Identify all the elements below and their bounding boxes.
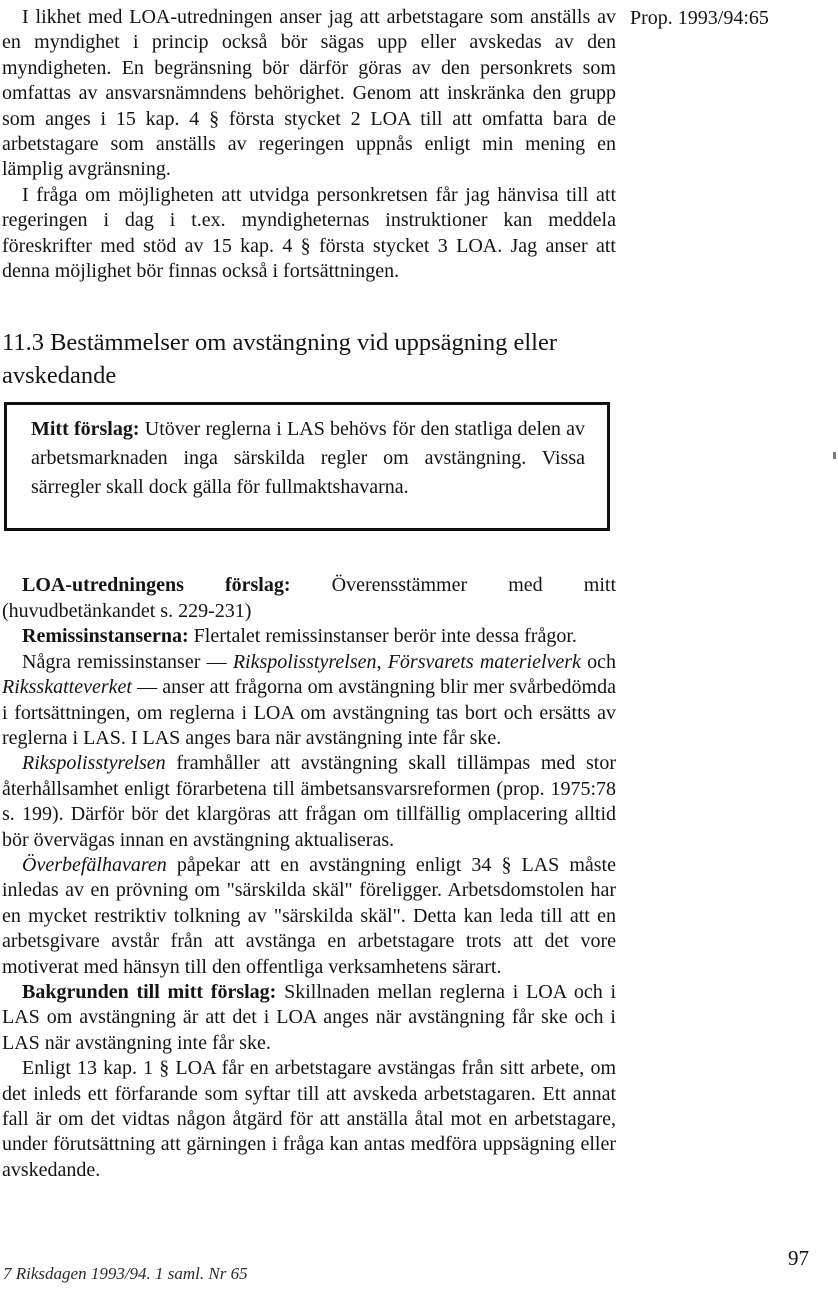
proposal-box-paragraph <box>31 415 585 502</box>
footer-imprint: 7 Riksdagen 1993/94. 1 saml. Nr 65 <box>3 1264 248 1283</box>
loa-forslag-line2: (huvudbetänkandet s. 229-231) <box>2 599 252 622</box>
proposal-box <box>4 402 610 531</box>
remissinstanserna-label: Remissinstanserna: <box>22 625 189 648</box>
nagra-authority-forsvarets-materielverk: Försvarets materielverk <box>387 650 581 673</box>
main-text-column <box>2 5 616 1183</box>
nagra-run-1: Några remissinstanser — <box>22 650 233 673</box>
overbefalhavaren-text: påpekar att en avstängning enligt 34 § LAS måste inledas av en prövning om "särskilda skäl" föreligger. Arbetsdomstolen har en mycket restriktiv tolkning av "särskilda skäl". Detta kan leda till att en arbetsgivare avstår från att avstänga en arbetstagare trots att det vore motiverat med hänsyn till den offentliga verksamhetens särart. <box>2 853 616 978</box>
paragraph-likhet: I likhet med LOA-utredningen anser jag att arbetstagare som anställs av en myndighet i princip också bör sägas upp eller avskedas av den myndigheten. En begränsning bör därför göras av den personkrets som omfattas av ansvarsnämndens behörighet. Genom att inskränka den grupp som anges i 15 kap. 4 § första stycket 2 LOA till att omfatta bara de arbetstagare som anställs av regeringen uppnås enligt min mening en lämplig avgränsning. <box>2 6 616 181</box>
bakgrunden-label: Bakgrunden till mitt förslag: <box>22 980 277 1003</box>
nagra-authority-riksskatteverket: Riksskatteverket <box>2 676 132 699</box>
bakgrunden-text: Skillnaden mellan reglerna i LOA och i LAS om avstängning är att det i LOA anges när avstängning får ske och i LAS när avstängning inte får ske. <box>2 980 616 1054</box>
scan-artifact-mark <box>833 452 836 459</box>
rikspolisstyrelsen-text: framhåller att avstängning skall tillämpas med stor återhållsamhet enligt förarbetena till ämbetsansvarsreformen (prop. 1975:78 s. 199). Därför bör det klargöras att frågan om tillfällig omplacering alltid bör övervägas innan en avstängning aktualiseras. <box>2 752 616 851</box>
paragraph-loa-utredningens-forslag <box>2 573 616 624</box>
nagra-run-3: och <box>580 650 617 673</box>
overbefalhavaren-name: Överbefälhavaren <box>22 853 167 876</box>
section-heading-11-3: 11.3 Bestämmelser om avstängning vid uppsägning eller avskedande <box>2 329 558 390</box>
page-number: 97 <box>788 1246 809 1270</box>
loa-forslag-line1 <box>2 573 616 598</box>
paragraph-overbefalhavaren <box>2 853 616 980</box>
paragraph-fraga-om-mojligheten: I fråga om möjligheten att utvidga personkretsen får jag hänvisa till att regeringen i dag i t.ex. myndigheternas instruktioner kan meddela föreskrifter med stöd av 15 kap. 4 § första stycket 3 LOA. Jag anser att denna möjlighet bör finnas också i fortsättningen. <box>2 183 616 283</box>
proposal-box-label: Mitt förslag: <box>31 418 140 441</box>
nagra-authority-rikspolisstyrelsen: Rikspolisstyrelsen <box>232 650 377 673</box>
proposal-box-text: Utöver reglerna i LAS behövs för den statliga delen av arbetsmarknaden inga särskilda regler om avstängning. Vissa särregler skall dock gälla för fullmaktshavarna. <box>31 418 585 499</box>
loa-forslag-label: LOA-utredningens förslag: <box>22 574 291 597</box>
nagra-run-4: — anser att frågorna om avstängning blir mer svårbedömda i fortsättningen, om reglerna i LOA om avstängning tas bort och ersätts av reglerna i LAS. I LAS anges bara när avstängning inte får ske. <box>2 676 616 749</box>
loa-forslag-line1-rest: Överensstämmer med mitt <box>290 574 617 597</box>
remissinstanserna-text: Flertalet remissinstanser berör inte dessa frågor. <box>188 625 577 648</box>
paragraph-rikspolisstyrelsen <box>2 751 616 853</box>
paragraph-enligt-13-kap: Enligt 13 kap. 1 § LOA får en arbetstagare avstängas från sitt arbete, om det inleds ett förfarande som syftar till att avskeda arbetstagaren. Ett annat fall är om det vidtas någon åtgärd för att anställa åtal mot en arbetstagare, under förutsättning att gärningen i fråga kan antas medföra uppsägning eller avskedande. <box>2 1057 616 1181</box>
paragraph-bakgrunden <box>2 980 616 1056</box>
paragraph-remissinstanserna <box>2 624 616 649</box>
paragraph-nagra-remissinstanser <box>2 650 616 752</box>
rikspolisstyrelsen-name: Rikspolisstyrelsen <box>22 752 166 775</box>
nagra-run-2: , <box>376 650 388 673</box>
header-prop-reference: Prop. 1993/94:65 <box>630 7 769 29</box>
